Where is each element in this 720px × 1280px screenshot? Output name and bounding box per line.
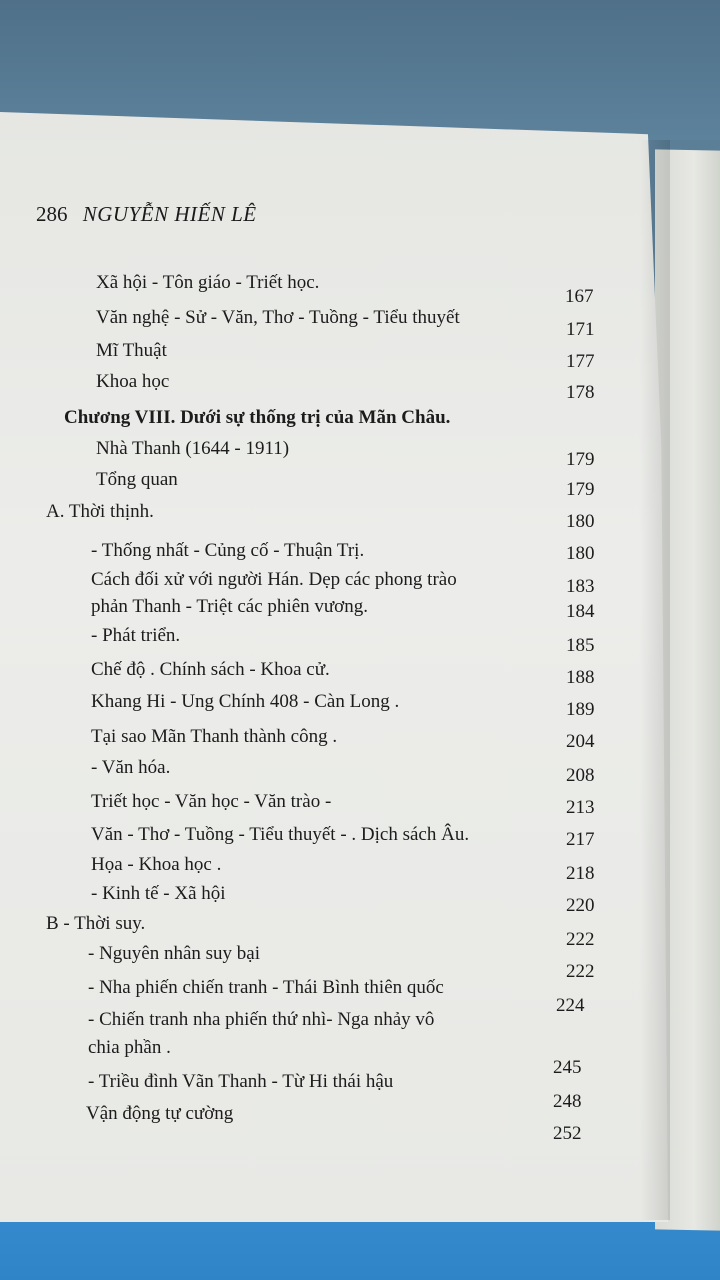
- toc-entry-page: 188: [566, 667, 595, 688]
- toc-entry-page: 252: [553, 1123, 582, 1144]
- toc-entry-text: Chế độ . Chính sách - Khoa cử.: [91, 659, 330, 680]
- toc-entry-page: 189: [566, 699, 595, 720]
- header-author: NGUYỄN HIẾN LÊ: [82, 202, 257, 226]
- section-heading: A. Thời thịnh.: [46, 501, 154, 522]
- toc-entry-page: 222: [566, 961, 595, 982]
- toc-entry-page: 183: [566, 576, 595, 597]
- toc-entry-page: 218: [566, 863, 595, 884]
- toc-entry-page: 217: [566, 829, 595, 850]
- toc-entry-page: 178: [566, 382, 595, 403]
- toc-entry-text: - Phát triển.: [91, 625, 181, 646]
- toc-entry-page: 222: [566, 929, 595, 950]
- toc-entry-text: - Triều đình Vãn Thanh - Từ Hi thái hậu: [88, 1071, 394, 1092]
- toc-entry-page: 224: [556, 995, 585, 1016]
- toc-entry-text: Nhà Thanh (1644 - 1911): [96, 438, 290, 459]
- toc-entry-text: chia phần .: [88, 1037, 171, 1058]
- toc-entry-text: - Kinh tế - Xã hội: [91, 883, 226, 904]
- toc-entry-text: - Chiến tranh nha phiến thứ nhì- Nga nhảy vô: [88, 1009, 435, 1030]
- header-page-number: 286: [36, 202, 68, 226]
- toc-entry-text: - Thống nhất - Củng cố - Thuận Trị.: [91, 540, 365, 561]
- toc-entry-text: Tại sao Mãn Thanh thành công .: [91, 726, 338, 747]
- toc-entry-page: 213: [566, 797, 595, 818]
- toc-entry-text: Vận động tự cường: [86, 1103, 234, 1124]
- toc-entry-page: 204: [566, 731, 595, 752]
- toc-entry-page: 180: [566, 511, 595, 532]
- toc-entry-text: Văn nghệ - Sử - Văn, Thơ - Tuồng - Tiểu thuyết: [96, 307, 460, 328]
- toc-entry-page: 185: [566, 635, 595, 656]
- toc-entry-page: 220: [566, 895, 595, 916]
- toc-entry-page: 167: [565, 286, 594, 307]
- toc-entry-text: - Nguyên nhân suy bại: [88, 943, 261, 964]
- toc-entry-page: 184: [566, 601, 595, 622]
- toc-entry-text: Triết học - Văn học - Văn trào -: [91, 791, 332, 812]
- toc-entry-page: 245: [553, 1057, 582, 1078]
- toc-entry-page: 208: [566, 765, 595, 786]
- toc-entry-text: Tổng quan: [96, 469, 178, 490]
- toc-entry-text: Mĩ Thuật: [96, 340, 167, 361]
- chapter-heading: Chương VIII. Dưới sự thống trị của Mãn Châu.: [64, 407, 451, 428]
- toc-entry-text: - Văn hóa.: [91, 757, 171, 778]
- toc-entry-page: 180: [566, 543, 595, 564]
- section-heading: B - Thời suy.: [46, 913, 146, 934]
- toc-entry-page: 248: [553, 1091, 582, 1112]
- toc-entry-page: 177: [566, 351, 595, 372]
- toc-entry-text: - Nha phiến chiến tranh - Thái Bình thiên quốc: [88, 977, 444, 998]
- toc-entry-page: 179: [566, 449, 595, 470]
- toc-entry-text: Họa - Khoa học .: [91, 854, 222, 875]
- toc-entry-page: 179: [566, 479, 595, 500]
- toc-entry-page: 171: [566, 319, 595, 340]
- toc-entry-text: Văn - Thơ - Tuồng - Tiểu thuyết - . Dịch sách Âu.: [91, 824, 470, 845]
- toc-entry-text: Xã hội - Tôn giáo - Triết học.: [96, 272, 320, 293]
- toc-entry-text: Cách đối xử với người Hán. Dẹp các phong trào: [91, 569, 457, 590]
- toc-entry-text: Khang Hi - Ung Chính 408 - Càn Long .: [91, 691, 400, 712]
- toc-entry-text: phản Thanh - Triệt các phiên vương.: [91, 596, 368, 617]
- toc-entry-text: Khoa học: [96, 371, 170, 392]
